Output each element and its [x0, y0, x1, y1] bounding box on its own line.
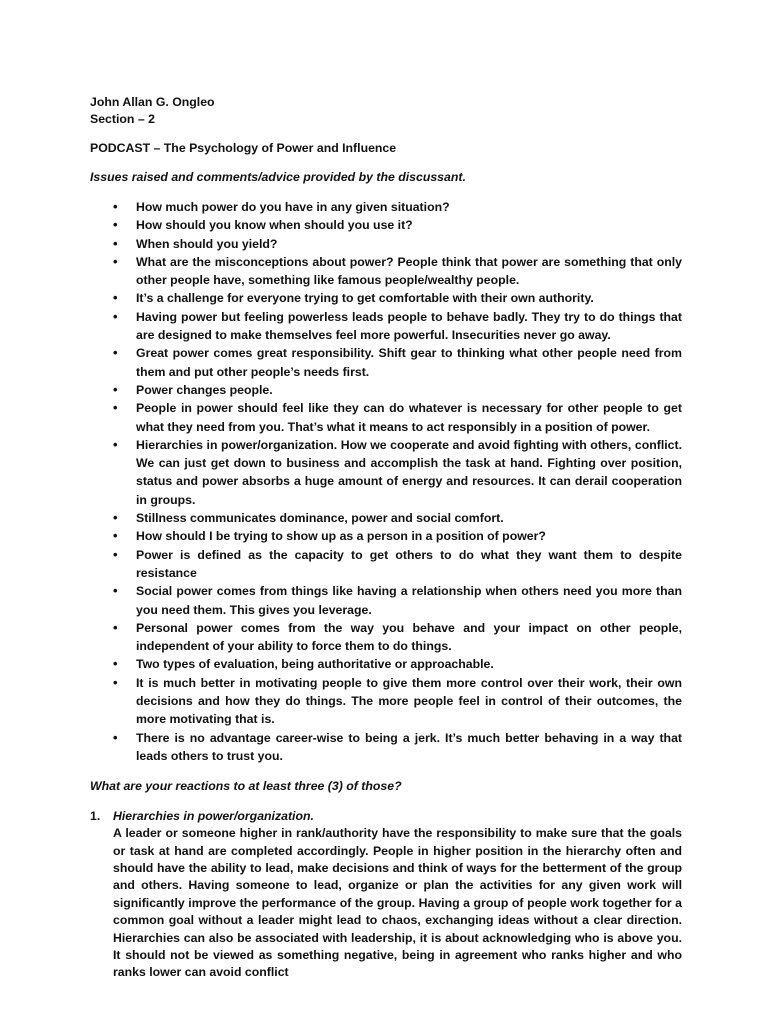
- list-item: • Social power comes from things like having a relationship when others need you more than you need them. This gives you leverage.: [90, 582, 682, 619]
- author-name: John Allan G. Ongleo: [90, 95, 215, 109]
- list-item: • Stillness communicates dominance, power and social comfort.: [90, 509, 682, 527]
- list-item: • People in power should feel like they can do whatever is necessary for other people to get what they need from you. That’s what it means to act responsibly in a position of power.: [90, 399, 682, 436]
- list-item: • What are the misconceptions about power? People think that power are something that only other people have, something like famous people/wealthy people.: [90, 253, 682, 290]
- list-item: • Two types of evaluation, being authoritative or approachable.: [90, 655, 682, 673]
- list-item: • It is much better in motivating people to give them more control over their work, their own decisions and how they do things. The more people feel in control of their outcomes, the more motivating that is.: [90, 674, 682, 729]
- document-title: PODCAST – The Psychology of Power and Influence: [90, 141, 397, 155]
- list-item: • Power changes people.: [90, 381, 682, 399]
- list-item: • Personal power comes from the way you behave and your impact on other people, independent of your ability to force them to do things.: [90, 619, 682, 656]
- list-item: • How much power do you have in any given situation?: [90, 198, 682, 216]
- reaction-body: A leader or someone higher in rank/authority have the responsibility to make sure that the goals or task at hand are completed accordingly. People in higher position in the hierarchy often and should have the ability to lead, make decisions and think of ways for the betterment of the group and others. Having someone to lead, organize or plan the activities for any given work will significantly improve the performance of the group. Having a group of people work together for a common goal without a leader might lead to chaos, exchanging ideas without a clear direction. Hierarchies can also be associated with leadership, it is about acknowledging who is above you. It should not be viewed as something negative, being in agreement who ranks higher and who ranks lower can avoid conflict: [113, 826, 682, 980]
- list-item: • How should you know when should you use it?: [90, 216, 682, 234]
- list-item: • Great power comes great responsibility. Shift gear to thinking what other people need from them and put other people’s needs first.: [90, 344, 682, 381]
- reaction-heading: [90, 808, 682, 825]
- list-item: • Power is defined as the capacity to get others to do what they want them to despite resistance: [90, 546, 682, 583]
- list-item: • Having power but feeling powerless leads people to behave badly. They try to do things that are designed to make themselves feel more powerful. Insecurities never go away.: [90, 308, 682, 345]
- reactions-question: What are your reactions to at least three (3) of those?: [90, 779, 402, 794]
- reaction-heading-text: Hierarchies in power/organization.: [113, 809, 314, 824]
- reaction-number: 1.: [90, 809, 101, 824]
- list-item: • How should I be trying to show up as a person in a position of power?: [90, 527, 682, 545]
- issues-list: [90, 198, 682, 765]
- reaction-item: [90, 808, 682, 982]
- list-item: • When should you yield?: [90, 235, 682, 253]
- section-label: Section – 2: [90, 112, 155, 126]
- list-item: • There is no advantage career-wise to being a jerk. It’s much better behaving in a way that leads others to trust you.: [90, 729, 682, 766]
- list-item: • Hierarchies in power/organization. How we cooperate and avoid fighting with others, conflict. We can just get down to business and accomplish the task at hand. Fighting over position, status and power absorbs a huge amount of energy and resources. It can derail cooperation in groups.: [90, 436, 682, 509]
- list-item: • It’s a challenge for everyone trying to get comfortable with their own authority.: [90, 289, 682, 307]
- issues-heading: Issues raised and comments/advice provided by the discussant.: [90, 170, 466, 184]
